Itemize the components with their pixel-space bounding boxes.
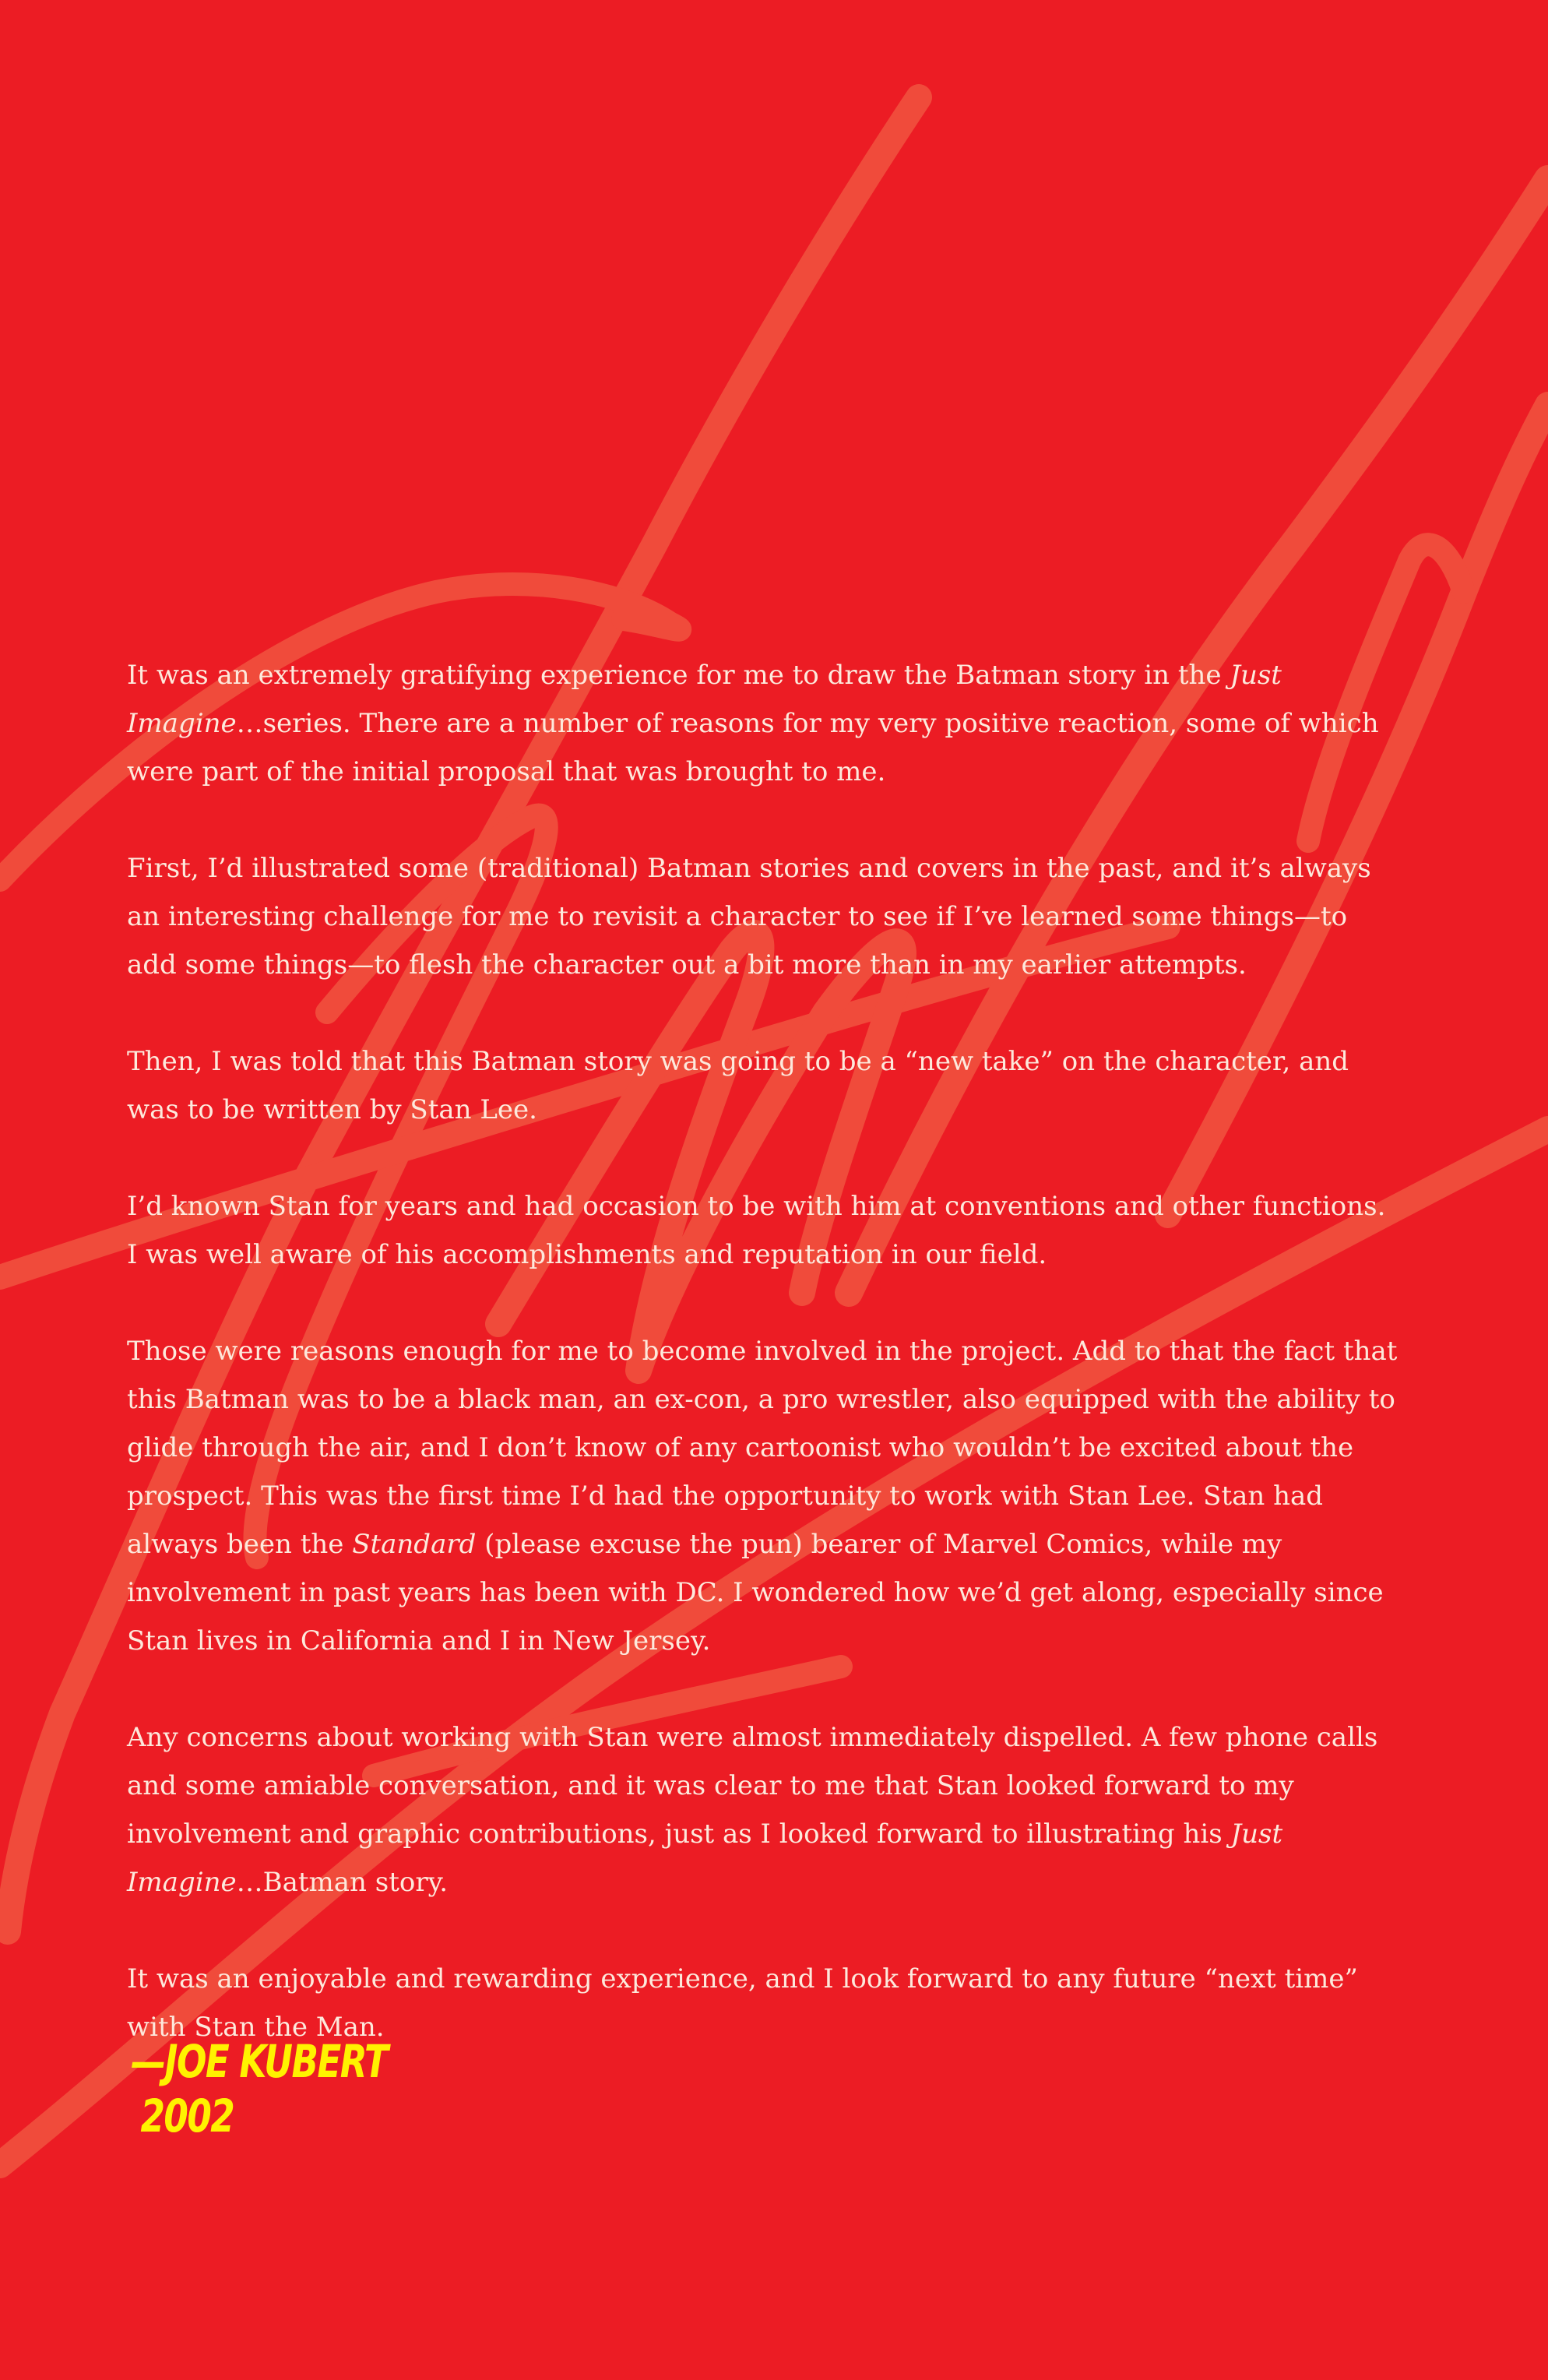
essay-paragraph-7: It was an enjoyable and rewarding experience, and I look forward to any future “next time” with Stan the Man. — [127, 1963, 1358, 2043]
standard-emphasis: Standard — [352, 1529, 477, 1560]
book-title-just-imagine-2: Just Imagine — [127, 1818, 1283, 1898]
author-credit — [131, 2034, 387, 2143]
book-title-just-imagine: Just Imagine — [127, 660, 1282, 739]
author-name: —JOE KUBERT — [131, 2035, 388, 2088]
essay-paragraph-5-text-a: Those were reasons enough for me to become involved in the project. Add to that the fact that this Batman was to be a black man, an ex-con, a pro wrestler, also equipped with the ability to glide through the air, and I don’t know of any cartoonist who wouldn’t be excited about the prospect. This was the first time I’d had the opportunity to work with Stan Lee. Stan had always been the — [127, 1336, 1398, 1560]
essay-body — [127, 651, 1404, 2100]
essay-paragraph-5 — [127, 1327, 1404, 1665]
essay-paragraph-6-text-a: Any concerns about working with Stan were almost immediately dispelled. A few phone calls and some amiable conversation, and it was clear to me that Stan looked forward to my involvement and graphic contributions, just as I looked forward to illustrating his — [127, 1722, 1378, 1850]
essay-paragraph-3: Then, I was told that this Batman story was going to be a “new take” on the character, and was to be written by Stan Lee. — [127, 1046, 1349, 1125]
essay-paragraph-5-text-c: (please excuse the pun) bearer of Marvel Comics, while my involvement in past years has been with DC. I wondered how we’d get along, especially since Stan lives in California and I in New Jersey. — [127, 1529, 1384, 1656]
essay-paragraph-4: I’d known Stan for years and had occasion to be with him at conventions and other functions. I was well aware of his accomplishments and reputation in our field. — [127, 1191, 1386, 1270]
essay-paragraph-1 — [127, 651, 1404, 796]
essay-paragraph-6-text-c: …Batman story. — [236, 1867, 449, 1898]
essay-paragraph-1-text-c: …series. There are a number of reasons for my very positive reaction, some of which were part of the initial proposal that was brought to me. — [127, 708, 1379, 787]
credit-year: 2002 — [140, 2090, 234, 2142]
essay-paragraph-2: First, I’d illustrated some (traditional) Batman stories and covers in the past, and it’s always an interesting challenge for me to revisit a character to see if I’ve learned some things—to add some things—to flesh the character out a bit more than in my earlier attempts. — [127, 853, 1371, 981]
essay-paragraph-6 — [127, 1713, 1404, 1906]
essay-paragraph-1-text-a: It was an extremely gratifying experience for me to draw the Batman story in the — [127, 660, 1230, 691]
